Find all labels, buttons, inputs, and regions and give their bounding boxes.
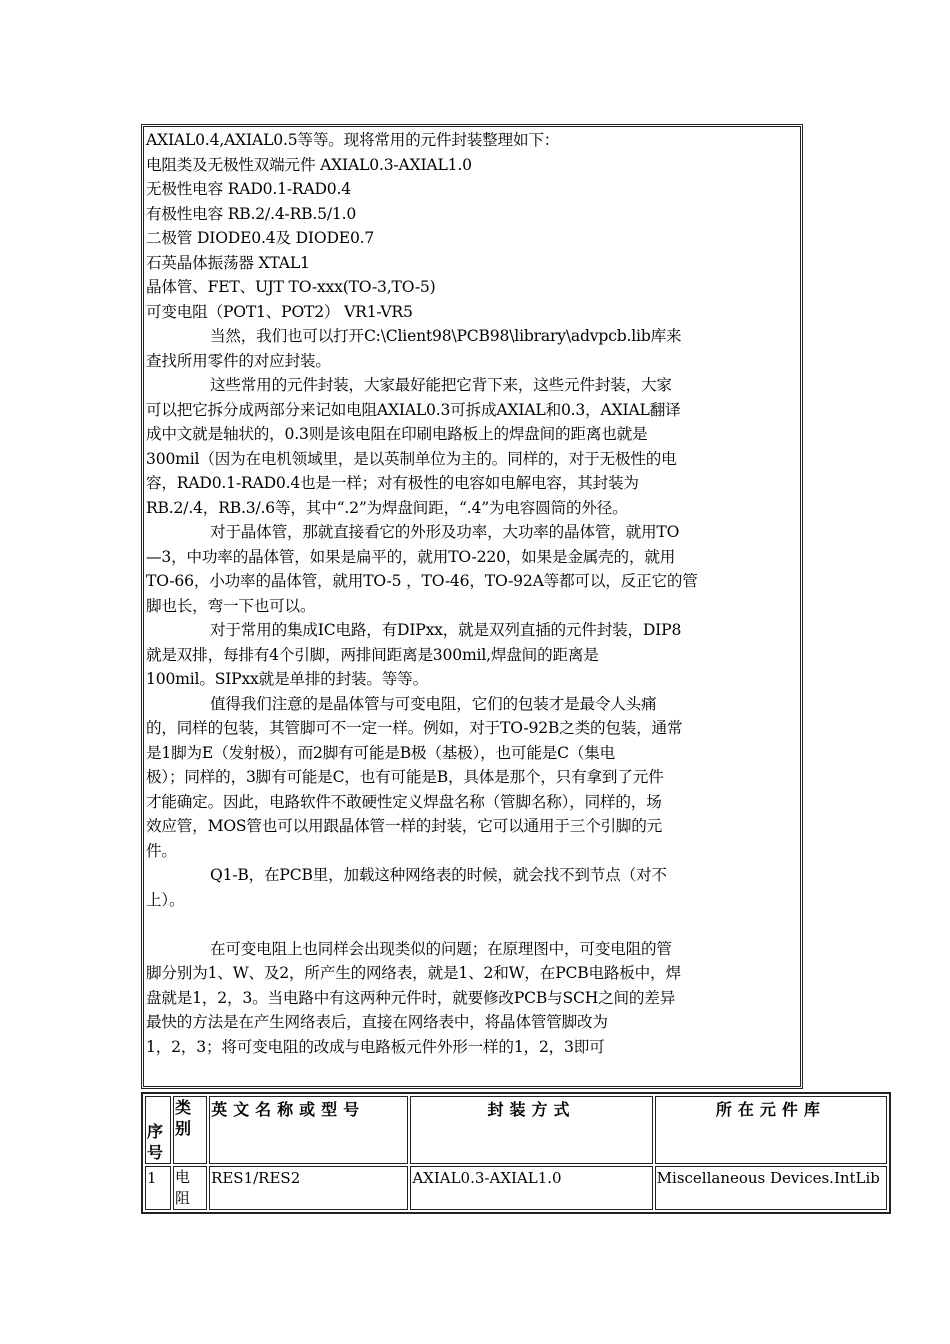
text-line: 二极管 DIODE0.4及 DIODE0.7 [146, 229, 375, 247]
text-line: 件。 [146, 841, 177, 860]
text-line: 最快的方法是在产生网络表后，直接在网络表中，将晶体管管脚改为 [146, 1013, 608, 1031]
text-line: AXIAL0.4,AXIAL0.5等等。现将常用的元件封装整理如下： [146, 131, 560, 149]
text-line: Q1-B，在PCB里，加载这种网络表的时候，就会找不到节点（对不 [210, 866, 667, 884]
text-line: TO-66，小功率的晶体管，就用TO-5 ，TO-46，TO-92A等都可以，反正它的管 [146, 572, 698, 590]
text-line: 成中文就是轴状的，0.3则是该电阻在印刷电路板上的焊盘间的距离也就是 [146, 425, 648, 443]
text-line: 1，2，3；将可变电阻的改成与电路板元件外形一样的1，2，3即可 [146, 1037, 605, 1056]
text-line: 是1脚为E（发射极），而2脚有可能是B极（基极），也可能是C（集电 [146, 743, 616, 762]
text-line: 脚也长，弯一下也可以。 [146, 596, 316, 615]
cell-package: AXIAL0.3-AXIAL1.0 [410, 1166, 652, 1210]
table-row [145, 1166, 887, 1210]
cell-name: RES1/RES2 [209, 1166, 408, 1210]
text-line: 容，RAD0.1-RAD0.4也是一样；对有极性的电容如电解电容，其封装为 [146, 474, 639, 492]
text-line: 极）；同样的，3脚有可能是C，也有可能是B，具体是那个，只有拿到了元件 [146, 768, 664, 786]
text-line: 300mil（因为在电机领域里，是以英制单位为主的。同样的，对于无极性的电 [146, 449, 677, 468]
header-no: 序号 [145, 1096, 171, 1164]
text-line [146, 912, 802, 937]
document-body [146, 128, 802, 1059]
text-line: 可变电阻（POT1、POT2） VR1-VR5 [146, 302, 413, 321]
text-line: —3，中功率的晶体管，如果是扁平的，就用TO-220，如果是金属壳的，就用 [146, 547, 676, 566]
text-line: 盘就是1，2，3。当电路中有这两种元件时，就要修改PCB与SCH之间的差异 [146, 988, 676, 1007]
text-line: 可以把它拆分成两部分来记如电阻AXIAL0.3可拆成AXIAL和0.3，AXIAL翻译 [146, 400, 681, 419]
text-line: 上）。 [146, 890, 185, 909]
text-line: 的，同样的包装，其管脚可不一定一样。例如，对于TO-92B之类的包装，通常 [146, 719, 683, 737]
text-line: RB.2/.4，RB.3/.6等，其中“.2”为焊盘间距，“.4”为电容圆筒的外径。 [146, 498, 628, 517]
text-line: 对于常用的集成IC电路，有DIPxx，就是双列直插的元件封装，DIP8 [210, 621, 682, 639]
text-line: 值得我们注意的是晶体管与可变电阻，它们的包装才是最令人头痛 [210, 694, 657, 713]
text-line: 查找所用零件的对应封装。 [146, 351, 331, 370]
text-line: 这些常用的元件封装，大家最好能把它背下来，这些元件封装，大家 [210, 376, 672, 394]
text-line: 晶体管、FET、UJT TO-xxx(TO-3,TO-5) [146, 278, 436, 296]
text-line: 无极性电容 RAD0.1-RAD0.4 [146, 180, 352, 198]
text-line: 在可变电阻上也同样会出现类似的问题；在原理图中，可变电阻的管 [210, 939, 672, 958]
text-line: 石英晶体振荡器 XTAL1 [146, 253, 310, 272]
text-line: 有极性电容 RB.2/.4-RB.5/1.0 [146, 204, 357, 223]
text-line: 电阻类及无极性双端元件 AXIAL0.3-AXIAL1.0 [146, 155, 472, 174]
cell-library: Miscellaneous Devices.IntLib [655, 1166, 887, 1210]
text-line: 当然，我们也可以打开C:\Client98\PCB98\library\advpcb.lib库来 [210, 327, 682, 345]
header-category: 类别 [173, 1096, 207, 1164]
text-line: 效应管，MOS管也可以用跟晶体管一样的封装，它可以通用于三个引脚的元 [146, 817, 663, 835]
header-package: 封装方式 [410, 1096, 652, 1164]
header-library: 所在元件库 [655, 1096, 887, 1164]
cell-category: 电阻 [173, 1166, 207, 1210]
text-line: 才能确定。因此，电路软件不敢硬性定义焊盘名称（管脚名称），同样的，场 [146, 792, 662, 811]
package-table [141, 1092, 891, 1214]
text-line: 100mil。SIPxx就是单排的封装。等等。 [146, 670, 428, 688]
text-line: 就是双排，每排有4个引脚，两排间距离是300mil,焊盘间的距离是 [146, 645, 599, 664]
text-line: 对于晶体管，那就直接看它的外形及功率，大功率的晶体管，就用TO [210, 523, 680, 541]
cell-no: 1 [145, 1166, 171, 1210]
header-name: 英文名称或型号 [209, 1096, 408, 1164]
table-header-row [145, 1096, 887, 1164]
text-line: 脚分别为1、W、及2，所产生的网络表，就是1、2和W，在PCB电路板中，焊 [146, 964, 681, 982]
